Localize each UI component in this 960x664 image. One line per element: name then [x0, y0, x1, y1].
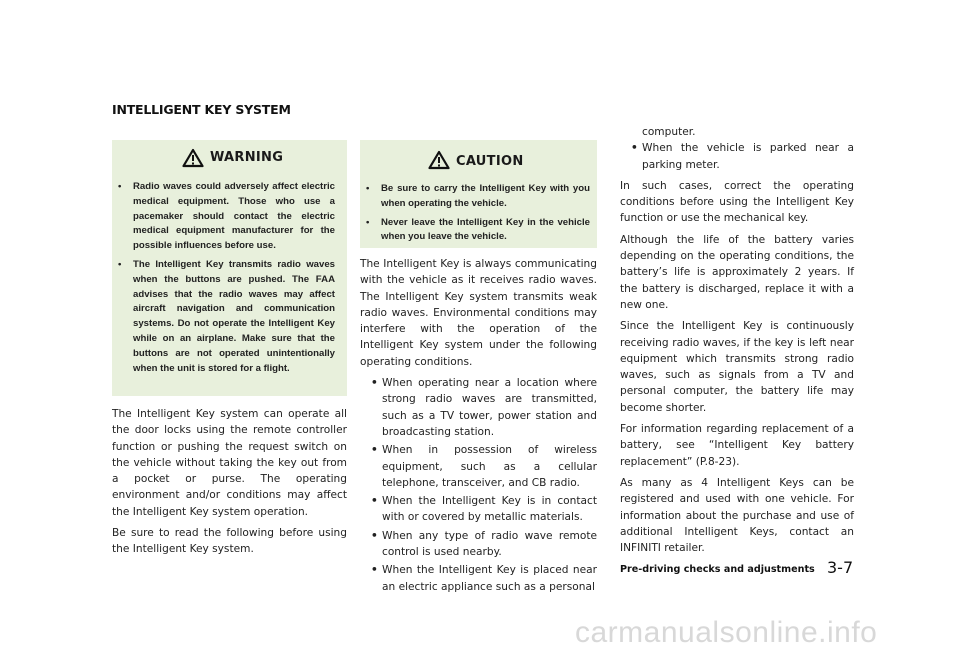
paragraph: As many as 4 Intelligent Keys can be registered and used with one vehicle. For information about the purchase and use of additional Intelligent Keys, contact an INFINITI retailer.	[620, 476, 854, 555]
section-title: INTELLIGENT KEY SYSTEM	[112, 102, 291, 117]
list-item: • When the vehicle is parked near a parking meter.	[631, 142, 854, 171]
list-item: • When the Intelligent Key is in contact with or covered by metallic materials.	[371, 495, 597, 524]
list-item: • When the Intelligent Key is placed near an electric appliance such as a personal	[371, 564, 597, 593]
caution-heading: CAUTION	[456, 154, 524, 169]
parking-list	[620, 140, 854, 173]
warning-heading: WARNING	[210, 150, 284, 165]
warning-item: • The Intelligent Key transmits radio waves when the buttons are pushed. The FAA advises that the radio waves may affect aircraft navigation and communication systems. Do not operate the Intelligent Key while on an airplane. Make sure that the buttons are not operated unintentionally when the unit is stored for a flight.	[118, 258, 335, 374]
bullet: •	[118, 181, 122, 192]
bullet: •	[366, 216, 370, 228]
paragraph: The Intelligent Key is always communicating with the vehicle as it receives radio waves. The Intelligent Key system transmits weak radio waves. Environmental conditions may interfere with the operation of the Intelligent Key system under the following operating conditions.	[360, 258, 597, 368]
bullet: •	[366, 183, 370, 194]
page-number: 3-7	[827, 558, 854, 577]
warning-box	[112, 140, 347, 396]
column-2	[360, 256, 597, 600]
list-item: • When in possession of wireless equipment, such as a cellular telephone, transceiver, and CB radio.	[371, 444, 597, 489]
list-item: • When operating near a location where strong radio waves are transmitted, such as a TV tower, power station and broadcasting station.	[371, 377, 597, 438]
paragraph: Although the life of the battery varies depending on the operating conditions, the battery’s life is approximately 2 years. If the battery is discharged, replace it with a new one.	[620, 233, 854, 311]
watermark: carmanualsonline.info	[575, 616, 878, 649]
bullet: •	[118, 258, 122, 270]
paragraph: In such cases, correct the operating conditions before using the Intelligent Key function or use the mechanical key.	[620, 179, 854, 225]
warning-list	[120, 180, 335, 380]
conditions-list	[360, 375, 597, 595]
caution-item: • Never leave the Intelligent Key in the vehicle when you leave the vehicle.	[366, 216, 590, 243]
paragraph: The Intelligent Key system can operate all the door locks using the remote controller function or pushing the request switch on the vehicle without taking the key out from a pocket or purse. The operating environment and/or conditions may affect the Intelligent Key system operation.	[112, 408, 347, 518]
caution-item: • Be sure to carry the Intelligent Key with you when operating the vehicle.	[366, 183, 590, 209]
column-1	[112, 406, 347, 563]
list-continuation: computer.	[642, 126, 696, 138]
warning-item: • Radio waves could adversely affect electric medical equipment. Those who use a pacemaker should contact the electric medical equipment manufacturer for the possible influences before use.	[118, 181, 335, 252]
caution-box	[360, 140, 597, 248]
footer-section-label: Pre-driving checks and adjustments	[620, 564, 815, 575]
warning-triangle-icon	[182, 148, 204, 168]
list-item: • When any type of radio wave remote control is used nearby.	[371, 529, 597, 559]
caution-triangle-icon	[428, 150, 450, 170]
column-3	[620, 124, 854, 561]
paragraph: Be sure to read the following before using the Intelligent Key system.	[112, 527, 347, 556]
paragraph: Since the Intelligent Key is continuously receiving radio waves, if the key is left near equipment which transmits strong radio waves, such as signals from a TV and personal computer, the battery life may become shorter.	[620, 320, 854, 414]
paragraph: For information regarding replacement of a battery, see “Intelligent Key battery replacement” (P.8-23).	[620, 423, 854, 468]
caution-list	[368, 182, 590, 249]
